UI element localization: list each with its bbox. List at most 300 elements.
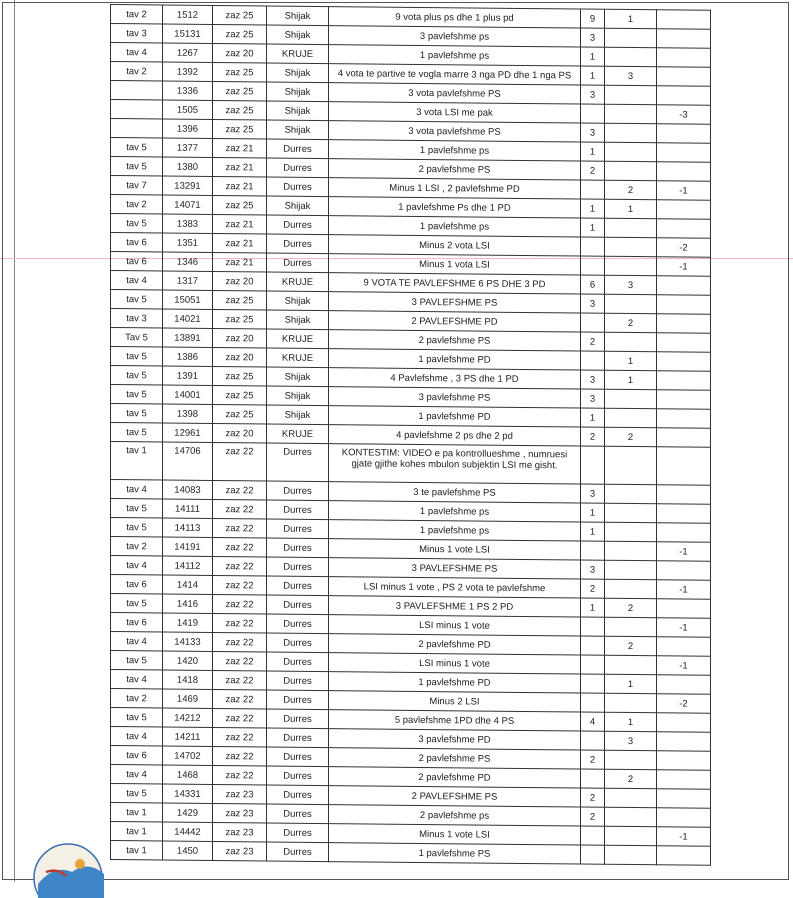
table-cell-city: Durres: [267, 519, 329, 539]
table-cell-pd: 2: [605, 180, 657, 199]
table-cell-pd: 2: [605, 636, 657, 655]
table-cell-number: 1468: [163, 765, 213, 784]
table-cell-number: 14021: [163, 309, 213, 328]
table-cell-tav: tav 5: [111, 347, 163, 366]
table-cell-pd: [605, 218, 657, 237]
table-cell-tav: tav 5: [111, 518, 163, 537]
table-cell-zone: zaz 25: [213, 62, 267, 82]
table-cell-lsi: [657, 143, 711, 163]
table-cell-tav: tav 5: [111, 385, 163, 404]
table-cell-lsi: [657, 808, 711, 828]
table-cell-ps: 3: [581, 389, 605, 408]
table-cell-tav: tav 5: [111, 708, 163, 727]
table-cell-tav: tav 5: [111, 366, 163, 385]
table-cell-description: 3 PAVLEFSHME 1 PS 2 PD: [329, 596, 581, 617]
table-cell-city: Shijak: [267, 405, 329, 425]
table-cell-zone: zaz 25: [213, 366, 267, 386]
table-cell-pd: [605, 826, 657, 845]
table-cell-description: 1 pavlefshme ps: [329, 140, 581, 161]
table-cell-zone: zaz 22: [213, 689, 267, 709]
table-cell-tav: tav 5: [111, 651, 163, 670]
table-cell-number: 14112: [163, 556, 213, 575]
table-cell-ps: [581, 845, 605, 864]
table-cell-zone: zaz 22: [213, 613, 267, 633]
table-cell-description: 2 pavlefshme PD: [329, 767, 581, 788]
table-cell-city: Durres: [267, 595, 329, 615]
table-cell-zone: zaz 22: [213, 480, 267, 500]
table-cell-tav: tav 5: [111, 138, 163, 157]
table-cell-tav: tav 7: [111, 176, 163, 195]
table-cell-city: Durres: [267, 500, 329, 520]
table-cell-tav: [111, 81, 163, 100]
table-cell-lsi: [657, 523, 711, 543]
table-cell-city: Shijak: [267, 101, 329, 121]
table-cell-description: 4 pavlefshme 2 ps dhe 2 pd: [329, 425, 581, 446]
table-cell-city: KRUJE: [267, 329, 329, 349]
table-cell-ps: 1: [581, 142, 605, 161]
table-cell-lsi: [657, 599, 711, 619]
table-cell-ps: [581, 237, 605, 256]
table-cell-number: 1380: [163, 157, 213, 176]
table-cell-tav: tav 6: [111, 575, 163, 594]
table-cell-description: 3 vota pavlefshme PS: [329, 83, 581, 104]
table-cell-lsi: -2: [657, 694, 711, 714]
table-cell-zone: zaz 25: [213, 404, 267, 424]
table-cell-description: 2 PAVLEFSHME PD: [329, 311, 581, 332]
ballot-table: [110, 4, 711, 866]
table-cell-tav: [111, 119, 163, 138]
table-cell-pd: [605, 142, 657, 161]
table-cell-description: Minus 2 LSI: [329, 691, 581, 712]
table-cell-zone: zaz 21: [213, 157, 267, 177]
table-cell-lsi: [657, 751, 711, 771]
table-cell-pd: [605, 579, 657, 598]
table-cell-description: 4 vota te partive te vogla marre 3 nga PD dhe 1 nga PS: [329, 64, 581, 85]
table-cell-tav: tav 5: [111, 423, 163, 442]
table-cell-lsi: -1: [657, 257, 711, 277]
table-cell-zone: zaz 25: [213, 24, 267, 44]
table-cell-tav: tav 2: [111, 689, 163, 708]
table-cell-lsi: [657, 846, 711, 866]
table-cell-pd: [605, 655, 657, 674]
table-cell-description: 3 pavlefshme ps: [329, 26, 581, 47]
table-cell-pd: 1: [605, 674, 657, 693]
table-cell-city: Shijak: [267, 25, 329, 45]
table-cell-city: Durres: [267, 633, 329, 653]
table-cell-lsi: [657, 48, 711, 68]
table-cell-ps: 1: [581, 503, 605, 522]
scanned-sheet: [110, 4, 710, 890]
table-cell-number: 1450: [163, 841, 213, 860]
table-cell-lsi: [657, 352, 711, 372]
table-cell-number: 1386: [163, 347, 213, 366]
table-cell-description: LSI minus 1 vote: [329, 653, 581, 674]
table-cell-city: Shijak: [267, 6, 329, 26]
table-cell-lsi: [657, 29, 711, 49]
table-cell-ps: 2: [581, 332, 605, 351]
table-cell-lsi: [657, 390, 711, 410]
table-cell-pd: [605, 85, 657, 104]
table-cell-ps: [581, 617, 605, 636]
table-cell-description: Minus 1 vota LSI: [329, 254, 581, 275]
table-cell-tav: tav 3: [111, 24, 163, 43]
table-cell-ps: 1: [581, 47, 605, 66]
table-cell-city: Durres: [267, 234, 329, 254]
table-cell-lsi: [657, 371, 711, 391]
table-cell-zone: zaz 20: [213, 328, 267, 348]
table-cell-tav: tav 5: [111, 290, 163, 309]
table-cell-ps: 9: [581, 9, 605, 28]
table-cell-pd: 3: [605, 275, 657, 294]
table-cell-zone: zaz 21: [213, 252, 267, 272]
table-cell-pd: [605, 845, 657, 864]
table-cell-ps: 3: [581, 85, 605, 104]
table-cell-zone: zaz 21: [213, 176, 267, 196]
table-cell-zone: zaz 25: [213, 290, 267, 310]
table-cell-pd: [605, 123, 657, 142]
table-cell-number: 1383: [163, 214, 213, 233]
table-cell-zone: zaz 21: [213, 233, 267, 253]
table-cell-zone: zaz 25: [213, 385, 267, 405]
table-cell-description: 1 pavlefshme PD: [329, 672, 581, 693]
table-cell-lsi: [657, 124, 711, 144]
table-cell-lsi: [657, 770, 711, 790]
table-cell-tav: tav 1: [111, 822, 163, 841]
table-cell-description: 2 pavlefshme PS: [329, 330, 581, 351]
table-cell-pd: [605, 541, 657, 560]
table-cell-number: 13291: [163, 176, 213, 195]
table-cell-number: 1419: [163, 613, 213, 632]
table-cell-number: 1351: [163, 233, 213, 252]
table-cell-zone: zaz 25: [213, 309, 267, 329]
table-cell-ps: 1: [581, 522, 605, 541]
table-cell-description: 3 PAVLEFSHME PS: [329, 558, 581, 579]
table-cell-zone: zaz 22: [213, 518, 267, 538]
table-cell-ps: 1: [581, 66, 605, 85]
table-cell-tav: tav 4: [111, 727, 163, 746]
table-row: [111, 442, 711, 486]
table-cell-ps: 2: [581, 807, 605, 826]
table-cell-description: 2 pavlefshme PS: [329, 748, 581, 769]
table-cell-lsi: -1: [657, 181, 711, 201]
table-cell-zone: zaz 21: [213, 214, 267, 234]
table-cell-number: 1392: [163, 62, 213, 81]
table-cell-zone: zaz 20: [213, 347, 267, 367]
table-cell-zone: zaz 23: [213, 803, 267, 823]
table-cell-zone: zaz 23: [213, 784, 267, 804]
table-cell-lsi: [657, 67, 711, 87]
table-cell-ps: 1: [581, 598, 605, 617]
table-cell-city: KRUJE: [267, 272, 329, 292]
table-cell-number: 1505: [163, 100, 213, 119]
table-cell-city: Durres: [267, 576, 329, 596]
table-cell-description: 5 pavlefshme 1PD dhe 4 PS: [329, 710, 581, 731]
table-cell-pd: [605, 446, 657, 484]
table-cell-zone: zaz 22: [213, 499, 267, 519]
table-cell-ps: 1: [581, 218, 605, 237]
ballot-table-body: [111, 5, 711, 866]
table-cell-description: 1 pavlefshme PD: [329, 349, 581, 370]
table-cell-lsi: [657, 86, 711, 106]
table-cell-tav: tav 4: [111, 765, 163, 784]
table-cell-tav: tav 1: [111, 841, 163, 860]
table-cell-tav: tav 1: [111, 803, 163, 822]
table-cell-zone: zaz 22: [213, 708, 267, 728]
table-cell-tav: tav 1: [111, 442, 163, 480]
table-cell-pd: [605, 161, 657, 180]
table-cell-zone: zaz 25: [213, 81, 267, 101]
table-cell-lsi: [657, 504, 711, 524]
table-cell-description: 4 Pavlefshme , 3 PS dhe 1 PD: [329, 368, 581, 389]
table-cell-ps: [581, 636, 605, 655]
table-cell-number: 1469: [163, 689, 213, 708]
table-cell-pd: 2: [605, 313, 657, 332]
table-cell-lsi: [657, 428, 711, 448]
table-cell-number: 14111: [163, 499, 213, 518]
table-cell-ps: 2: [581, 579, 605, 598]
table-cell-description: 1 pavlefshme ps: [329, 501, 581, 522]
table-cell-lsi: -1: [657, 827, 711, 847]
table-cell-city: Shijak: [267, 386, 329, 406]
table-cell-ps: [581, 731, 605, 750]
table-cell-zone: zaz 20: [213, 271, 267, 291]
table-cell-pd: [605, 104, 657, 123]
table-cell-city: Shijak: [267, 291, 329, 311]
table-cell-tav: tav 5: [111, 404, 163, 423]
table-cell-pd: 2: [605, 598, 657, 617]
table-cell-lsi: [657, 333, 711, 353]
table-cell-number: 1377: [163, 138, 213, 157]
table-cell-ps: 1: [581, 408, 605, 427]
table-cell-zone: zaz 25: [213, 195, 267, 215]
table-cell-number: 14211: [163, 727, 213, 746]
table-cell-zone: zaz 22: [213, 651, 267, 671]
table-cell-ps: [581, 313, 605, 332]
table-cell-number: 1346: [163, 252, 213, 271]
table-cell-city: Durres: [267, 671, 329, 691]
table-cell-lsi: -2: [657, 238, 711, 258]
table-cell-number: 1398: [163, 404, 213, 423]
table-cell-city: Durres: [267, 215, 329, 235]
table-cell-ps: 3: [581, 28, 605, 47]
table-cell-zone: zaz 20: [213, 43, 267, 63]
table-cell-description: Minus 1 LSI , 2 pavlefshme PD: [329, 178, 581, 199]
table-cell-number: 1267: [163, 43, 213, 62]
table-cell-city: Durres: [267, 823, 329, 843]
table-cell-description: 1 pavlefshme PS: [329, 843, 581, 864]
table-cell-city: Durres: [267, 728, 329, 748]
table-cell-ps: 3: [581, 294, 605, 313]
table-cell-number: 14001: [163, 385, 213, 404]
table-cell-city: Shijak: [267, 196, 329, 216]
table-cell-pd: 1: [605, 9, 657, 28]
table-cell-description: 3 pavlefshme PS: [329, 387, 581, 408]
table-cell-tav: tav 2: [111, 537, 163, 556]
table-cell-description: 3 PAVLEFSHME PS: [329, 292, 581, 313]
table-cell-tav: tav 6: [111, 613, 163, 632]
table-cell-tav: tav 5: [111, 157, 163, 176]
table-cell-number: 15131: [163, 24, 213, 43]
table-cell-lsi: [657, 447, 711, 486]
table-cell-ps: [581, 446, 605, 484]
table-cell-number: 14191: [163, 537, 213, 556]
table-cell-description: 1 pavlefshme ps: [329, 520, 581, 541]
table-cell-city: Durres: [267, 690, 329, 710]
table-cell-description: Minus 1 vote LSI: [329, 824, 581, 845]
table-cell-ps: [581, 655, 605, 674]
table-cell-city: Durres: [267, 538, 329, 558]
table-cell-ps: 1: [581, 199, 605, 218]
table-cell-pd: [605, 47, 657, 66]
table-cell-ps: [581, 674, 605, 693]
table-cell-number: 14113: [163, 518, 213, 537]
table-cell-number: 1420: [163, 651, 213, 670]
table-cell-number: 14702: [163, 746, 213, 765]
table-cell-pd: [605, 256, 657, 275]
table-cell-tav: tav 4: [111, 271, 163, 290]
table-cell-number: 1396: [163, 119, 213, 138]
table-cell-description: Minus 2 vota LSI: [329, 235, 581, 256]
table-cell-tav: tav 5: [111, 784, 163, 803]
table-cell-description: 1 pavlefshme PD: [329, 406, 581, 427]
table-cell-number: 14442: [163, 822, 213, 841]
table-cell-city: KRUJE: [267, 348, 329, 368]
table-cell-pd: 1: [605, 712, 657, 731]
table-cell-zone: zaz 23: [213, 822, 267, 842]
table-cell-pd: [605, 237, 657, 256]
table-cell-ps: [581, 104, 605, 123]
table-cell-pd: [605, 484, 657, 503]
table-cell-number: 1416: [163, 594, 213, 613]
table-cell-lsi: [657, 732, 711, 752]
table-cell-ps: 3: [581, 123, 605, 142]
table-cell-pd: [605, 750, 657, 769]
table-cell-lsi: [657, 409, 711, 429]
table-cell-zone: zaz 22: [213, 632, 267, 652]
table-cell-lsi: [657, 200, 711, 220]
table-cell-description: 2 pavlefshme ps: [329, 805, 581, 826]
table-cell-pd: [605, 522, 657, 541]
table-cell-city: Durres: [267, 557, 329, 577]
table-cell-ps: 3: [581, 370, 605, 389]
table-cell-number: 14071: [163, 195, 213, 214]
table-cell-city: KRUJE: [267, 424, 329, 444]
table-cell-tav: tav 6: [111, 252, 163, 271]
table-cell-description: 9 vota plus ps dhe 1 plus pd: [329, 7, 581, 28]
table-cell-tav: tav 5: [111, 214, 163, 233]
table-cell-pd: [605, 389, 657, 408]
table-cell-tav: tav 5: [111, 594, 163, 613]
table-cell-ps: 3: [581, 484, 605, 503]
table-cell-number: 15051: [163, 290, 213, 309]
table-cell-zone: zaz 25: [213, 100, 267, 120]
table-cell-ps: 6: [581, 275, 605, 294]
table-cell-tav: tav 2: [111, 195, 163, 214]
table-cell-zone: zaz 25: [213, 119, 267, 139]
table-cell-pd: [605, 788, 657, 807]
table-cell-tav: tav 3: [111, 309, 163, 328]
table-cell-number: 1336: [163, 81, 213, 100]
table-cell-number: 14706: [163, 442, 213, 480]
table-cell-number: 1512: [163, 5, 213, 24]
table-cell-ps: 4: [581, 712, 605, 731]
table-cell-ps: [581, 769, 605, 788]
table-cell-number: 13891: [163, 328, 213, 347]
table-cell-zone: zaz 25: [213, 5, 267, 25]
table-cell-city: Durres: [267, 766, 329, 786]
table-cell-description: LSI minus 1 vote , PS 2 vota te pavlefshme: [329, 577, 581, 598]
table-cell-city: Shijak: [267, 120, 329, 140]
table-cell-ps: [581, 541, 605, 560]
table-cell-pd: [605, 807, 657, 826]
table-cell-city: Durres: [267, 139, 329, 159]
table-cell-description: 3 vota LSI me pak: [329, 102, 581, 123]
table-cell-city: Durres: [267, 652, 329, 672]
table-cell-tav: Tav 5: [111, 328, 163, 347]
table-cell-city: Durres: [267, 614, 329, 634]
table-cell-zone: zaz 22: [213, 746, 267, 766]
table-cell-number: 14331: [163, 784, 213, 803]
table-cell-pd: 2: [605, 769, 657, 788]
table-cell-pd: 3: [605, 66, 657, 85]
table-cell-zone: zaz 22: [213, 594, 267, 614]
table-cell-lsi: [657, 295, 711, 315]
table-cell-city: Durres: [267, 747, 329, 767]
table-cell-city: Shijak: [267, 82, 329, 102]
table-cell-pd: [605, 617, 657, 636]
table-cell-city: Durres: [267, 443, 329, 482]
table-cell-pd: 1: [605, 351, 657, 370]
table-cell-description: LSI minus 1 vote: [329, 615, 581, 636]
table-cell-number: 1414: [163, 575, 213, 594]
table-cell-zone: zaz 22: [213, 537, 267, 557]
table-cell-pd: [605, 332, 657, 351]
table-cell-city: Durres: [267, 804, 329, 824]
table-cell-tav: tav 2: [111, 62, 163, 81]
table-cell-zone: zaz 22: [213, 727, 267, 747]
table-cell-pd: [605, 560, 657, 579]
table-cell-ps: [581, 180, 605, 199]
table-cell-lsi: -1: [657, 656, 711, 676]
table-cell-tav: tav 4: [111, 43, 163, 62]
table-cell-ps: 3: [581, 560, 605, 579]
table-cell-lsi: -1: [657, 580, 711, 600]
table-cell-tav: [111, 100, 163, 119]
table-cell-lsi: [657, 789, 711, 809]
table-cell-city: Durres: [267, 253, 329, 273]
table-cell-zone: zaz 22: [213, 765, 267, 785]
table-cell-ps: [581, 693, 605, 712]
table-cell-ps: 2: [581, 788, 605, 807]
table-cell-zone: zaz 23: [213, 841, 267, 861]
table-cell-city: Durres: [267, 481, 329, 501]
table-cell-tav: tav 4: [111, 556, 163, 575]
table-cell-city: Durres: [267, 177, 329, 197]
table-cell-zone: zaz 22: [213, 670, 267, 690]
table-cell-lsi: [657, 561, 711, 581]
table-cell-zone: zaz 22: [213, 556, 267, 576]
table-cell-tav: tav 6: [111, 746, 163, 765]
table-cell-zone: zaz 21: [213, 138, 267, 158]
table-cell-description: 2 pavlefshme PD: [329, 634, 581, 655]
table-cell-lsi: [657, 276, 711, 296]
table-cell-ps: 2: [581, 750, 605, 769]
table-cell-pd: 1: [605, 199, 657, 218]
table-cell-lsi: -1: [657, 618, 711, 638]
table-cell-pd: [605, 408, 657, 427]
table-cell-number: 1429: [163, 803, 213, 822]
table-cell-city: Durres: [267, 158, 329, 178]
